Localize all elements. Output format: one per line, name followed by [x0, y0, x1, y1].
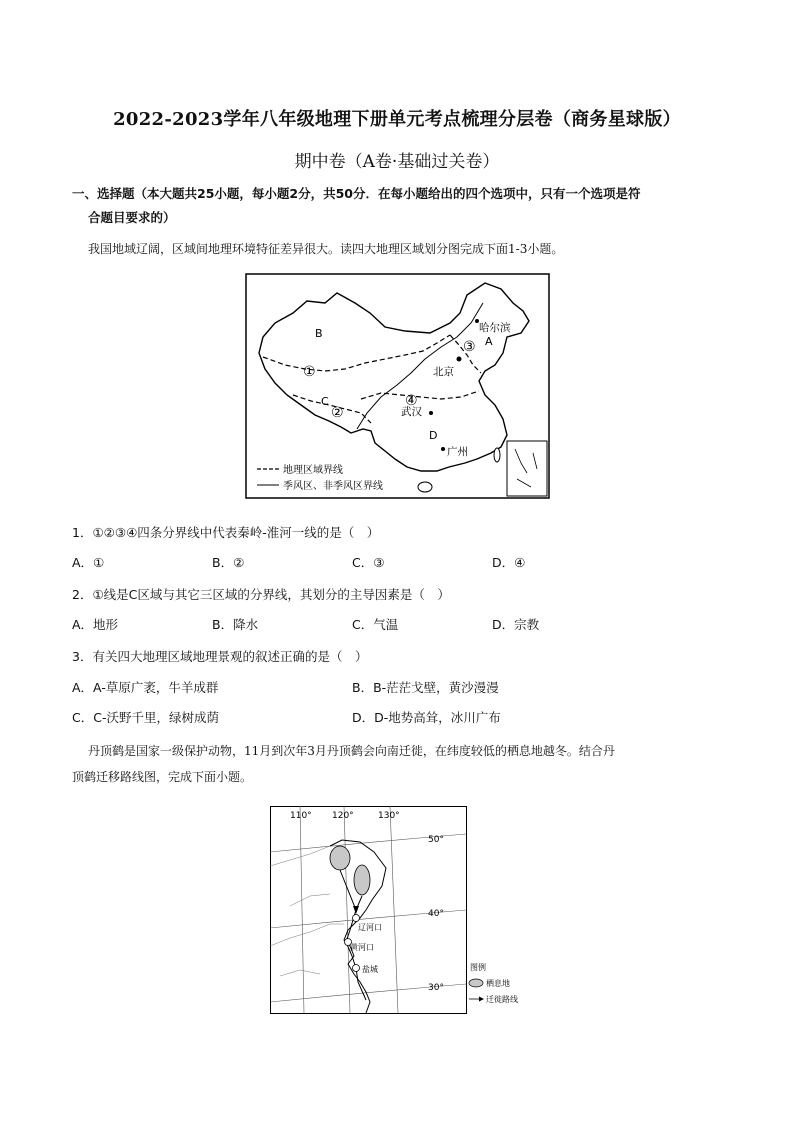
line-number-1: ①	[303, 364, 316, 380]
section-heading-line1: 一、选择题（本大题共25小题，每小题2分，共50分．在每小题给出的四个选项中，只有一个选项是符	[72, 186, 641, 201]
q1-option-a[interactable]: A．①	[72, 555, 105, 570]
region-label-c: C	[321, 395, 329, 408]
line-number-4: ④	[405, 393, 418, 409]
region-label-d: D	[429, 429, 438, 442]
exam-subtitle: 期中卷（A卷·基础过关卷）	[294, 152, 500, 172]
lon-label-130: 130°	[378, 811, 400, 821]
q1-option-d[interactable]: D．④	[492, 555, 526, 570]
legend-route-label: 迁徙路线	[486, 995, 518, 1004]
lat-label-30: 30°	[428, 983, 444, 993]
line-number-3: ③	[463, 339, 476, 355]
q1-option-b[interactable]: B．②	[212, 555, 245, 570]
q2-option-c[interactable]: C．气温	[352, 617, 399, 632]
intro-text-2-line1: 丹顶鹤是国家一级保护动物，11月到次年3月丹顶鹤会向南迁徙，在纬度较低的栖息地越冬。结合丹	[88, 744, 615, 758]
city-label-harbin: 哈尔滨	[479, 322, 511, 334]
city-label-wuhan: 武汉	[401, 406, 422, 418]
lon-label-120: 120°	[332, 811, 354, 821]
lon-label-110: 110°	[290, 811, 312, 821]
exam-title: 2022-2023学年八年级地理下册单元考点梳理分层卷（商务星球版）	[113, 109, 681, 130]
section-heading-line2: 合题目要求的）	[88, 210, 176, 225]
q3-option-d[interactable]: D．D-地势高耸，冰川广布	[352, 710, 501, 725]
q2-option-a[interactable]: A．地形	[72, 617, 119, 632]
legend-habitat-label: 栖息地	[486, 979, 510, 988]
taiwan-island	[494, 448, 500, 462]
question-1-stem: 1．①②③④四条分界线中代表秦岭-淮河一线的是（ ）	[72, 525, 380, 540]
intro-text-2	[72, 738, 733, 790]
q3-option-c[interactable]: C．C-沃野千里，绿树成荫	[72, 710, 219, 725]
intro-text-2-line2: 顶鹤迁移路线图，完成下面小题。	[72, 770, 253, 784]
city-label-beijing: 北京	[433, 366, 454, 378]
place-label-huanghekou: 黄河口	[350, 943, 374, 952]
legend-solid-label: 季风区、非季风区界线	[283, 481, 383, 492]
habitat-1	[330, 846, 350, 870]
q1-option-c[interactable]: C．③	[352, 555, 385, 570]
region-label-b: B	[315, 327, 323, 340]
section-heading	[72, 182, 732, 230]
lat-label-50: 50°	[428, 835, 444, 845]
hainan-island	[418, 482, 432, 492]
q2-option-d[interactable]: D．宗教	[492, 617, 540, 632]
habitat-2	[354, 865, 370, 895]
question-2-stem: 2．①线是C区域与其它三区域的分界线，其划分的主导因素是（ ）	[72, 587, 450, 602]
legend-dashed-label: 地理区域界线	[283, 465, 343, 476]
china-regions-map	[245, 273, 550, 499]
q2-option-b[interactable]: B．降水	[212, 617, 259, 632]
city-label-guangzhou: 广州	[447, 446, 468, 458]
place-label-liaohekou: 辽河口	[358, 923, 382, 932]
intro-text-1: 我国地域辽阔，区域间地理环境特征差异很大。读四大地理区域划分图完成下面1-3小题。	[88, 242, 564, 256]
crane-migration-map	[270, 806, 525, 1014]
lat-label-40: 40°	[428, 909, 444, 919]
q3-option-a[interactable]: A．A-草原广袤，牛羊成群	[72, 680, 219, 695]
question-3-stem: 3．有关四大地理区域地理景观的叙述正确的是（ ）	[72, 649, 368, 664]
region-label-a: A	[485, 335, 493, 348]
place-label-yancheng: 盐城	[362, 965, 378, 974]
q3-option-b[interactable]: B．B-茫茫戈壁，黄沙漫漫	[352, 680, 499, 695]
legend-title: 图例	[470, 963, 486, 972]
line-number-2: ②	[331, 405, 344, 421]
